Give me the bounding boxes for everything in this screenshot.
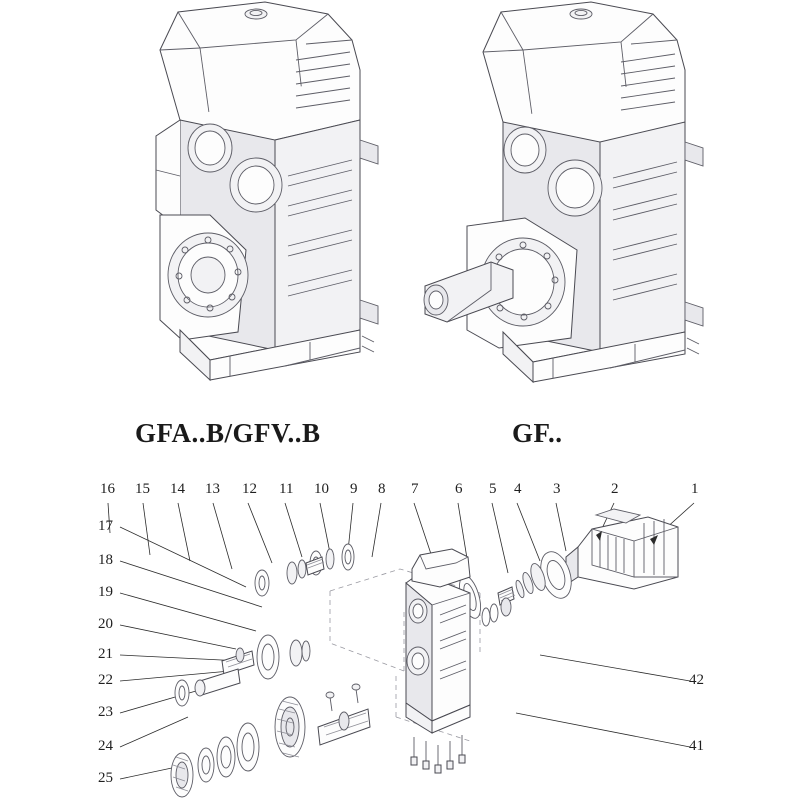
callout-4: 4 — [514, 481, 522, 497]
callout-25: 25 — [98, 770, 113, 786]
callout-11: 11 — [279, 481, 294, 497]
callout-15: 15 — [135, 481, 150, 497]
callout-14: 14 — [170, 481, 185, 497]
callout-21: 21 — [98, 646, 113, 662]
gearbox-isometric-left — [60, 0, 410, 400]
callout-17: 17 — [98, 518, 113, 534]
caption-left: GFA..B/GFV..B — [135, 418, 321, 448]
callout-7: 7 — [411, 481, 419, 497]
callout-12: 12 — [242, 481, 257, 497]
callout-20: 20 — [98, 616, 113, 632]
callout-10: 10 — [314, 481, 329, 497]
gearbox-isometric-right — [395, 0, 745, 400]
callout-18: 18 — [98, 552, 113, 568]
callout-19: 19 — [98, 584, 113, 600]
callout-16: 16 — [100, 481, 115, 497]
callout-22: 22 — [98, 672, 113, 688]
callout-23: 23 — [98, 704, 113, 720]
callout-9: 9 — [350, 481, 358, 497]
callout-41: 41 — [689, 738, 704, 754]
callout-5: 5 — [489, 481, 497, 497]
callout-2: 2 — [611, 481, 619, 497]
callout-24: 24 — [98, 738, 113, 754]
exploded-view — [0, 465, 800, 800]
callout-3: 3 — [553, 481, 561, 497]
callout-42: 42 — [689, 672, 704, 688]
caption-right: GF.. — [512, 418, 563, 448]
callout-1: 1 — [691, 481, 699, 497]
callout-13: 13 — [205, 481, 220, 497]
callout-6: 6 — [455, 481, 463, 497]
callout-8: 8 — [378, 481, 386, 497]
